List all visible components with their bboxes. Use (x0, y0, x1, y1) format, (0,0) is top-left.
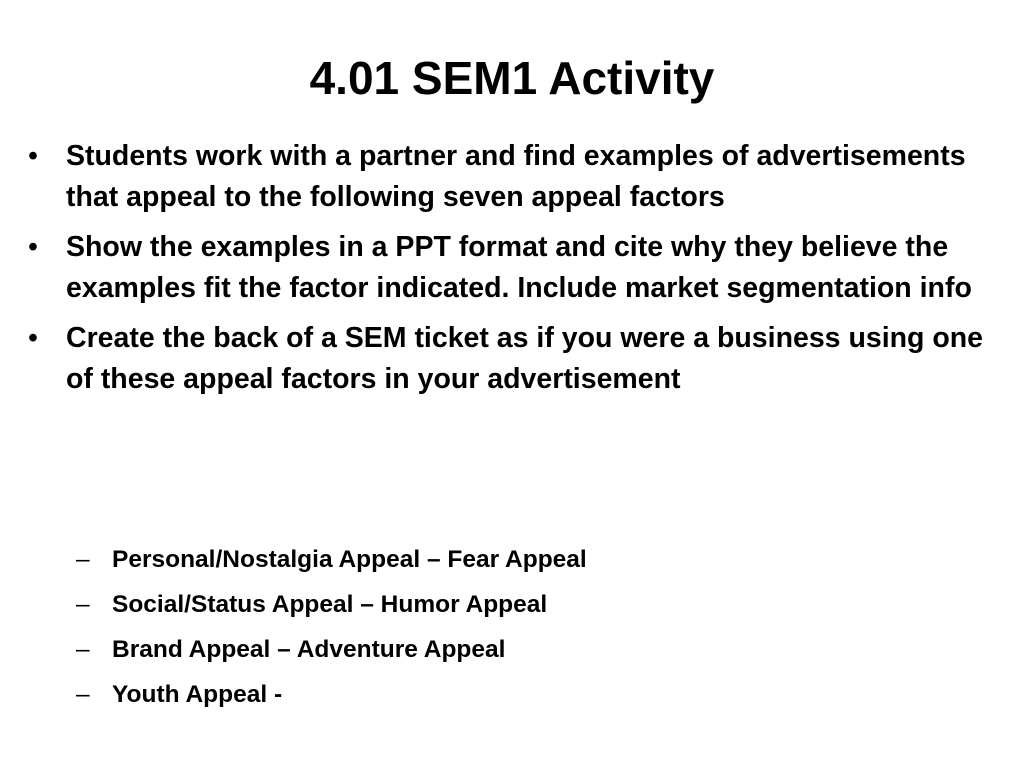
dash-icon: – (76, 681, 90, 708)
sub-bullet-text: Social/Status Appeal – Humor Appeal (112, 591, 548, 618)
bullet-dot-icon: • (28, 322, 38, 354)
sub-bullet-list (76, 537, 976, 717)
sub-bullet-item (76, 537, 976, 582)
bullet-dot-icon: • (28, 140, 38, 172)
sub-bullet-item (76, 672, 976, 717)
sub-bullet-text: Personal/Nostalgia Appeal – Fear Appeal (112, 546, 587, 573)
bullet-item (28, 227, 998, 309)
sub-bullet-text: Brand Appeal – Adventure Appeal (112, 636, 506, 663)
sub-bullet-item (76, 582, 976, 627)
dash-icon: – (76, 546, 90, 573)
bullet-text: Create the back of a SEM ticket as if you were a business using one of these appeal factors in your advertisement (66, 322, 984, 395)
slide-title: 4.01 SEM1 Activity (309, 52, 715, 104)
bullet-list (28, 136, 998, 409)
bullet-text: Show the examples in a PPT format and cite why they believe the examples fit the factor indicated. Include market segmentation info (66, 231, 972, 304)
dash-icon: – (76, 591, 90, 618)
bullet-dot-icon: • (28, 231, 38, 263)
bullet-item (28, 136, 998, 218)
bullet-item (28, 318, 998, 400)
sub-bullet-text: Youth Appeal - (112, 681, 283, 708)
sub-bullet-item (76, 627, 976, 672)
bullet-text: Students work with a partner and find examples of advertisements that appeal to the following seven appeal factors (66, 140, 966, 213)
dash-icon: – (76, 636, 90, 663)
